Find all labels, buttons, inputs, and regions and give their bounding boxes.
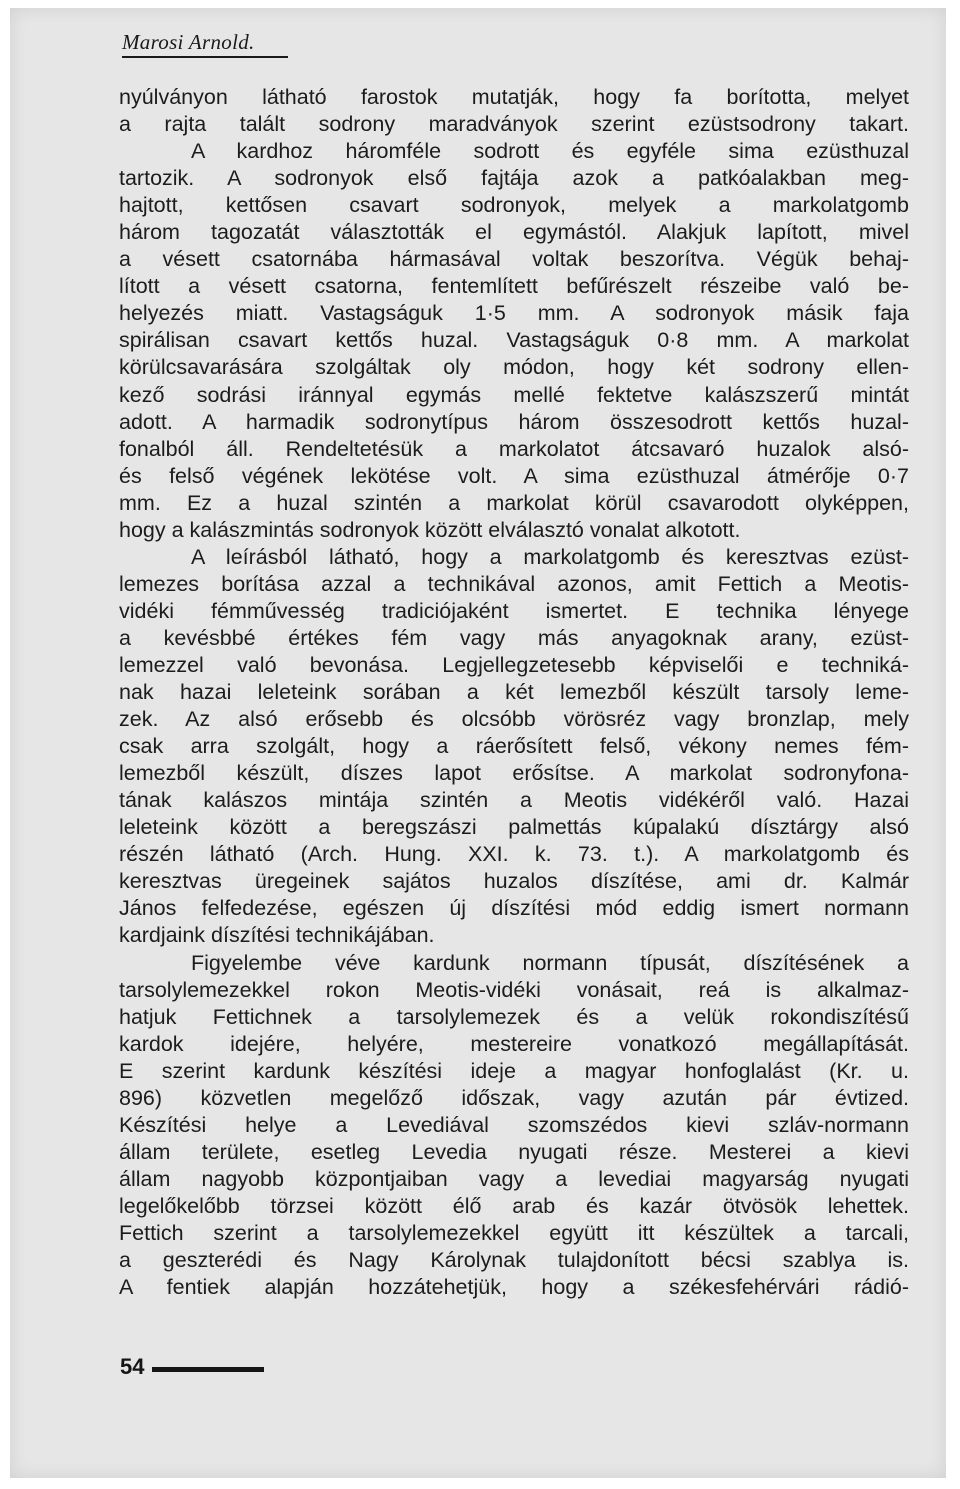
text-line: kardok idejére, helyére, mestereire vonatkozó megállapítását. <box>119 1031 909 1056</box>
text-line: A leírásból látható, hogy a markolatgomb és keresztvas ezüst- <box>191 544 909 569</box>
text-line: csak arra szolgált, hogy a ráerősített felső, vékony nemes fém- <box>119 734 909 759</box>
text-line: kező sodrási iránnyal egymás mellé fektetve kalászszerű mintát <box>119 382 909 407</box>
header-underline <box>122 56 288 58</box>
page-footer <box>120 1354 264 1380</box>
text-line: nak hazai leleteink sorában a két lemezből készült tarsoly leme- <box>119 680 909 705</box>
text-line: A kardhoz háromféle sodrott és egyféle sima ezüsthuzal <box>191 139 909 164</box>
text-line: mm. Ez a huzal szintén a markolat körül csavarodott olyképpen, <box>119 490 909 515</box>
running-header-author: Marosi Arnold. <box>122 30 255 54</box>
text-line: keresztvas üregeinek sajátos huzalos díszítése, ami dr. Kalmár <box>119 869 909 894</box>
text-line: és felső végének lekötése volt. A sima ezüsthuzal átmérője 0·7 <box>119 463 909 488</box>
text-line: állam területe, esetleg Levedia nyugati része. Mesterei a kievi <box>119 1139 909 1164</box>
text-line: állam nagyobb központjaiban vagy a levediai magyarság nyugati <box>119 1166 909 1191</box>
text-line: a vésett csatornába hármasával voltak beszorítva. Végük behaj- <box>119 247 909 272</box>
document-page <box>10 8 946 1478</box>
text-line: lemezből készült, díszes lapot erősítse. A markolat sodronyfona- <box>119 761 909 786</box>
footer-rule <box>152 1367 264 1372</box>
text-line: Fettich szerint a tarsolylemezekkel együtt itt készültek a tarcali, <box>119 1220 909 1245</box>
text-line: részén látható (Arch. Hung. XXI. k. 73. t.). A markolatgomb és <box>119 842 909 867</box>
body-text <box>119 84 909 1301</box>
text-line: adott. A harmadik sodronytípus három összesodrott kettős huzal- <box>119 409 909 434</box>
text-line: a kevésbbé értékes fém vagy más anyagoknak arany, ezüst- <box>119 625 909 650</box>
text-line: tának kalászos mintája szintén a Meotis vidékéről való. Hazai <box>119 788 909 813</box>
text-line: hogy a kalászmintás sodronyok között elválasztó vonalat alkotott. <box>119 517 741 542</box>
text-line: lemezes borítása azzal a technikával azonos, amit Fettich a Meotis- <box>119 571 909 596</box>
text-line: hajtott, kettősen csavart sodronyok, melyek a markolatgomb <box>119 193 909 218</box>
text-line: 896) közvetlen megelőző időszak, vagy azután pár évtized. <box>119 1085 909 1110</box>
text-line: fonalból áll. Rendeltetésük a markolatot átcsavaró huzalok alsó- <box>119 436 909 461</box>
text-line: körülcsavarására szolgáltak oly módon, hogy két sodrony ellen- <box>119 355 909 380</box>
text-line: zek. Az alsó erősebb és olcsóbb vörösréz vagy bronzlap, mely <box>119 707 909 732</box>
text-line: A fentiek alapján hozzátehetjük, hogy a székesfehérvári rádió- <box>119 1275 909 1300</box>
text-line: legelőkelőbb törzsei között élő arab és kazár ötvösök lehettek. <box>119 1193 909 1218</box>
text-line: Készítési helye a Levediával szomszédos kievi szláv-normann <box>119 1112 909 1137</box>
text-line: nyúlványon látható farostok mutatják, hogy fa borította, melyet <box>119 85 909 109</box>
text-line: három tagozatát választották el egymástól. Alakjuk lapított, mivel <box>119 220 909 245</box>
text-line: lemezzel való bevonása. Legjellegzetesebb képviselői e techniká- <box>119 652 909 677</box>
text-line: János felfedezése, egészen új díszítési mód eddig ismert normann <box>119 896 909 921</box>
text-line: kardjaink díszítési technikájában. <box>119 923 435 948</box>
text-line: hatjuk Fettichnek a tarsolylemezek és a velük rokondiszítésű <box>119 1004 909 1029</box>
text-line: tarsolylemezekkel rokon Meotis-vidéki vonásait, reá is alkalmaz- <box>119 977 909 1002</box>
text-line: a rajta talált sodrony maradványok szerint ezüstsodrony takart. <box>119 112 909 137</box>
page-number: 54 <box>120 1354 145 1379</box>
text-line: E szerint kardunk készítési ideje a magyar honfoglalást (Kr. u. <box>119 1058 909 1083</box>
text-line: lított a vésett csatorna, fentemlített befűrészelt részeibe való be- <box>119 274 909 299</box>
text-line: helyezés miatt. Vastagságuk 1·5 mm. A sodronyok másik faja <box>119 301 909 326</box>
text-line: spirálisan csavart kettős huzal. Vastagságuk 0·8 mm. A markolat <box>119 328 909 353</box>
text-line: a geszterédi és Nagy Károlynak tulajdonított bécsi szablya is. <box>119 1248 909 1273</box>
text-line: Figyelembe véve kardunk normann típusát, díszítésének a <box>191 950 909 975</box>
text-line: leleteink között a beregszászi palmettás kúpalakú dísztárgy alsó <box>119 815 909 840</box>
text-line: tartozik. A sodronyok első fajtája azok a patkóalakban meg- <box>119 166 909 191</box>
text-line: vidéki fémművesség tradiciójaként ismertet. E technika lényege <box>119 598 909 623</box>
